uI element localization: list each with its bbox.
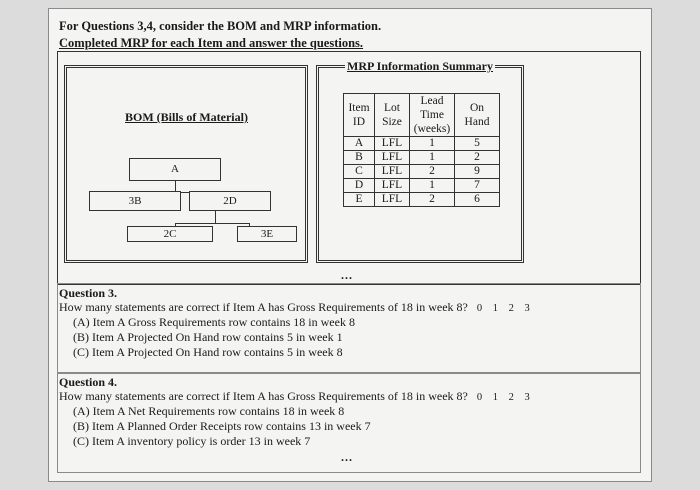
ellipsis-separator-bottom: ...	[341, 450, 353, 464]
instructions-header	[59, 18, 381, 52]
option-1[interactable]: 1	[492, 392, 500, 403]
mrp-cell: LFL	[375, 193, 410, 207]
bom-node-2c: 2C	[127, 226, 213, 242]
mrp-cell: 2	[410, 165, 455, 179]
mrp-cell: 5	[455, 137, 500, 151]
bom-connector	[215, 211, 216, 223]
option-2[interactable]: 2	[508, 303, 515, 314]
question-4-prompt-text: How many statements are correct if Item A has Gross Requirements of 18 in week 8?	[59, 389, 468, 403]
option-3[interactable]: 3	[524, 303, 531, 314]
mrp-table	[343, 93, 500, 207]
mrp-cell: LFL	[375, 151, 410, 165]
question-3-statement-a: (A) Item A Gross Requirements row contains 18 in week 8	[73, 315, 355, 329]
mrp-cell: E	[344, 193, 375, 207]
bom-node-3b: 3B	[89, 191, 181, 211]
option-0[interactable]: 0	[476, 392, 484, 403]
worksheet	[48, 8, 652, 482]
option-1[interactable]: 1	[492, 303, 500, 314]
question-4-statement-b: (B) Item A Planned Order Receipts row contains 13 in week 7	[73, 419, 371, 433]
ellipsis-separator: ...	[341, 268, 353, 282]
option-3[interactable]: 3	[524, 392, 531, 403]
mrp-cell: 1	[410, 137, 455, 151]
question-3-statement-b: (B) Item A Projected On Hand row contains 5 in week 1	[73, 330, 343, 344]
mrp-cell: LFL	[375, 165, 410, 179]
mrp-cell: 9	[455, 165, 500, 179]
table-row	[344, 165, 500, 179]
mrp-title: MRP Information Summary	[347, 59, 493, 73]
mrp-cell: LFL	[375, 137, 410, 151]
mrp-cell: B	[344, 151, 375, 165]
mrp-cell: LFL	[375, 179, 410, 193]
table-row	[344, 193, 500, 207]
question-3-title: Question 3.	[59, 286, 118, 300]
mrp-col-header: On Hand	[455, 94, 500, 137]
bom-connector	[175, 223, 249, 224]
mrp-cell: 2	[410, 193, 455, 207]
instructions-line-1: For Questions 3,4, consider the BOM and MRP information.	[59, 19, 382, 33]
bom-title: BOM (Bills of Material)	[125, 110, 248, 124]
table-row	[344, 151, 500, 165]
question-3-statement-c: (C) Item A Projected On Hand row contains 5 in week 8	[73, 345, 343, 359]
mrp-cell: A	[344, 137, 375, 151]
bom-node-3e: 3E	[237, 226, 297, 242]
question-3-options	[477, 303, 537, 314]
mrp-cell: D	[344, 179, 375, 193]
bom-node-a: A	[129, 158, 221, 181]
bom-node-2d: 2D	[189, 191, 271, 211]
mrp-col-header: Lead Time (weeks)	[410, 94, 455, 137]
question-4-prompt	[59, 389, 537, 404]
mrp-cell: 2	[455, 151, 500, 165]
question-3-prompt-text: How many statements are correct if Item A has Gross Requirements of 18 in week 8?	[59, 300, 468, 314]
mrp-cell: 7	[455, 179, 500, 193]
mrp-col-header: Lot Size	[375, 94, 410, 137]
mrp-col-header: Item ID	[344, 94, 375, 137]
instructions-line-2: Completed MRP for each Item and answer the questions.	[59, 36, 364, 50]
option-0[interactable]: 0	[476, 303, 484, 314]
mrp-header-row	[344, 94, 500, 137]
mrp-cell: C	[344, 165, 375, 179]
question-4-title: Question 4.	[59, 375, 118, 389]
question-3-prompt	[59, 300, 537, 315]
question-4-options	[477, 392, 537, 403]
table-row	[344, 137, 500, 151]
mrp-cell: 1	[410, 151, 455, 165]
question-4-statement-a: (A) Item A Net Requirements row contains 18 in week 8	[73, 404, 345, 418]
question-4-statement-c: (C) Item A inventory policy is order 13 in week 7	[73, 434, 311, 448]
mrp-cell: 1	[410, 179, 455, 193]
table-row	[344, 179, 500, 193]
option-2[interactable]: 2	[508, 392, 515, 403]
mrp-cell: 6	[455, 193, 500, 207]
